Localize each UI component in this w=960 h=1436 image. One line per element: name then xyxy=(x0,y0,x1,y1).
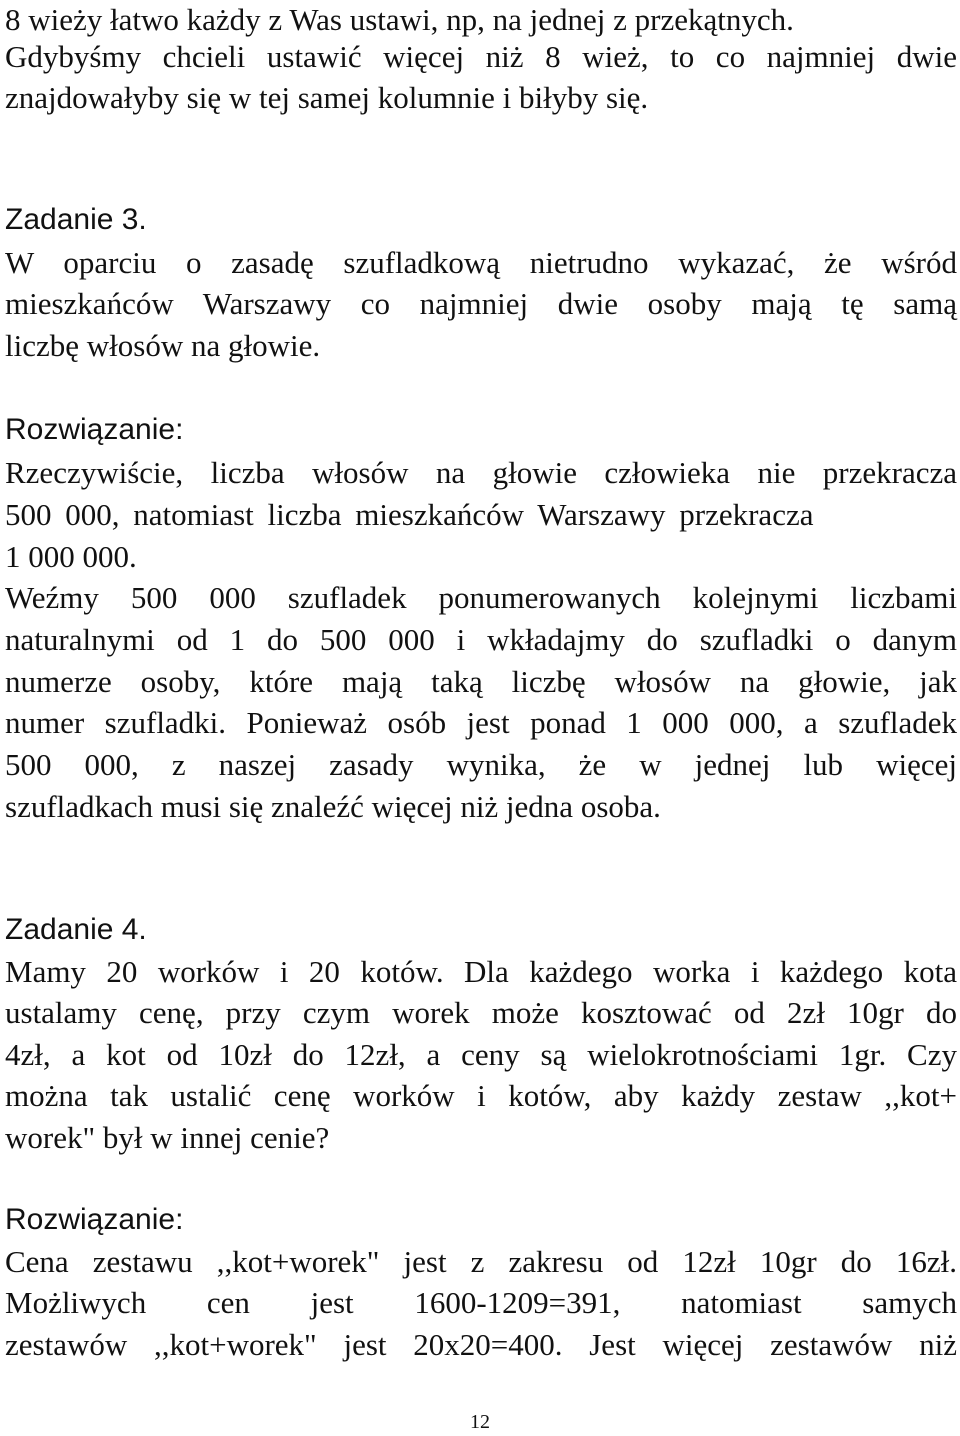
task4-solution-line: Możliwych cen jest 1600-1209=391, natomiast samych xyxy=(5,1285,957,1320)
task4-solution-label: Rozwiązanie: xyxy=(5,1203,184,1236)
task4-statement-line: worek" był w innej cenie? xyxy=(5,1120,330,1155)
task3-statement-line: W oparciu o zasadę szufladkową nietrudno wykazać, że wśród xyxy=(5,245,957,280)
task3-solution-line: Rzeczywiście, liczba włosów na głowie człowieka nie przekracza xyxy=(5,455,957,490)
task3-solution-line: 500 000, natomiast liczba mieszkańców Warszawy przekracza xyxy=(5,497,814,532)
task3-solution-line: Weźmy 500 000 szufladek ponumerowanych kolejnymi liczbami xyxy=(5,580,957,615)
task4-statement-line: 4zł, a kot od 10zł do 12zł, a ceny są wielokrotnościami 1gr. Czy xyxy=(5,1037,957,1072)
task3-solution-line: szufladkach musi się znaleźć więcej niż jedna osoba. xyxy=(5,789,661,824)
task3-solution-line: 500 000, z naszej zasady wynika, że w jednej lub więcej xyxy=(5,747,957,782)
task4-solution-line: Cena zestawu ,,kot+worek" jest z zakresu od 12zł 10gr do 16zł. xyxy=(5,1244,957,1279)
text-line: Gdybyśmy chcieli ustawić więcej niż 8 wież, to co najmniej dwie xyxy=(5,39,957,74)
task4-statement-line: ustalamy cenę, przy czym worek może kosztować od 2zł 10gr do xyxy=(5,995,957,1030)
task3-statement-line: mieszkańców Warszawy co najmniej dwie osoby mają tę samą xyxy=(5,286,957,321)
task3-solution-line: numer szufladki. Ponieważ osób jest ponad 1 000 000, a szufladek xyxy=(5,705,957,740)
text-line: znajdowałyby się w tej samej kolumnie i biłyby się. xyxy=(5,80,649,115)
task4-solution-line: zestawów ,,kot+worek" jest 20x20=400. Jest więcej zestawów niż xyxy=(5,1327,957,1362)
task4-heading: Zadanie 4. xyxy=(5,913,147,946)
text-line: 8 wieży łatwo każdy z Was ustawi, np, na jednej z przekątnych. xyxy=(5,2,794,37)
task3-solution-line: 1 000 000. xyxy=(5,539,137,574)
page-number: 12 xyxy=(470,1411,490,1433)
task3-statement-line: liczbę włosów na głowie. xyxy=(5,328,321,363)
task3-solution-line: naturalnymi od 1 do 500 000 i wkładajmy do szufladki o danym xyxy=(5,622,957,657)
task4-statement-line: można tak ustalić cenę worków i kotów, aby każdy zestaw ,,kot+ xyxy=(5,1078,957,1113)
task3-heading: Zadanie 3. xyxy=(5,203,147,236)
task3-solution-line: numerze osoby, które mają taką liczbę włosów na głowie, jak xyxy=(5,664,957,699)
task4-statement-line: Mamy 20 worków i 20 kotów. Dla każdego worka i każdego kota xyxy=(5,954,957,989)
task3-solution-label: Rozwiązanie: xyxy=(5,413,184,446)
